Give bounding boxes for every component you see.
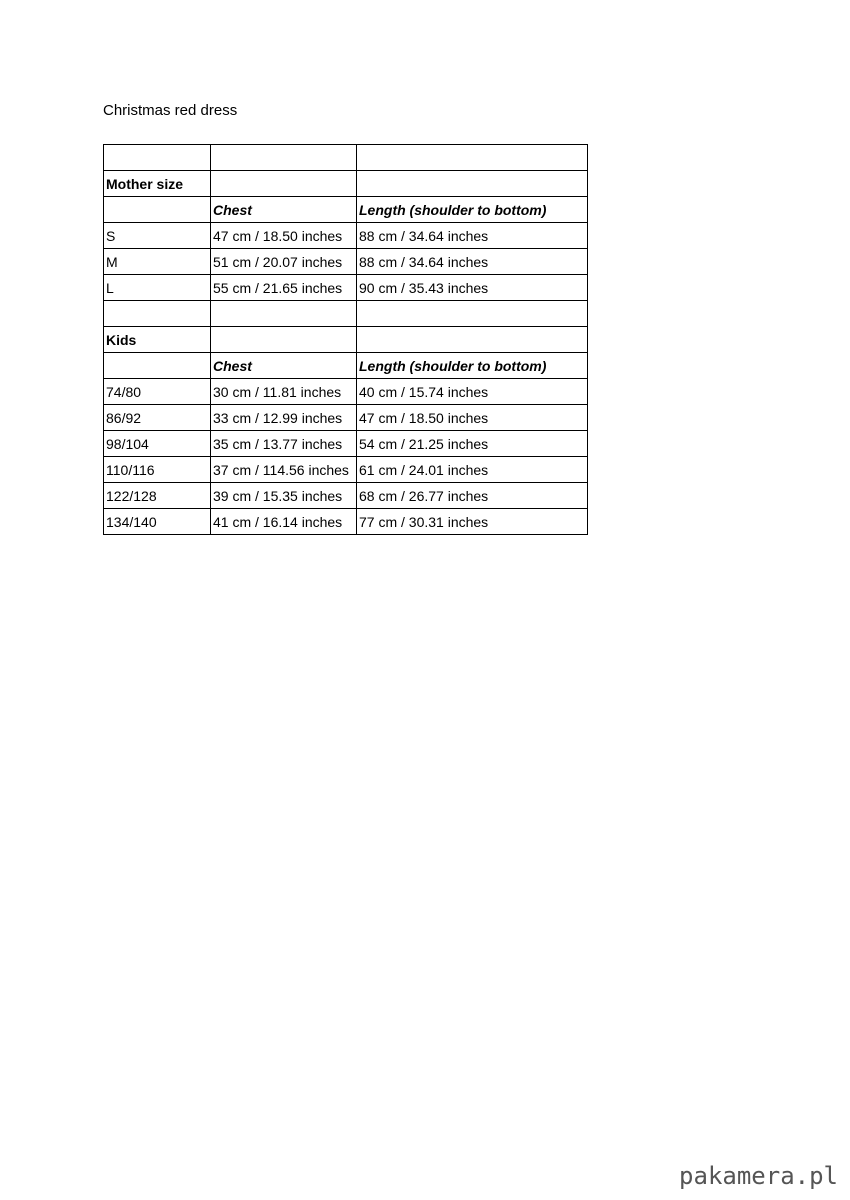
chest-cell: 47 cm / 18.50 inches: [211, 223, 357, 249]
length-cell: 68 cm / 26.77 inches: [357, 483, 588, 509]
table-row: [104, 275, 588, 301]
size-cell: 74/80: [104, 379, 211, 405]
chest-cell: 51 cm / 20.07 inches: [211, 249, 357, 275]
size-table: [103, 144, 588, 535]
table-row: [104, 223, 588, 249]
empty-cell: [357, 301, 588, 327]
mother-chest-header: Chest: [211, 197, 357, 223]
table-row: [104, 483, 588, 509]
chest-cell: 35 cm / 13.77 inches: [211, 431, 357, 457]
length-cell: 90 cm / 35.43 inches: [357, 275, 588, 301]
table-row: [104, 457, 588, 483]
empty-cell: [211, 171, 357, 197]
mother-length-header: Length (shoulder to bottom): [357, 197, 588, 223]
kids-chest-header: Chest: [211, 353, 357, 379]
size-cell: 98/104: [104, 431, 211, 457]
kids-length-header: Length (shoulder to bottom): [357, 353, 588, 379]
kids-header-row: [104, 353, 588, 379]
page-title: Christmas red dress: [103, 102, 238, 119]
empty-cell: [104, 145, 211, 171]
table-row: [104, 379, 588, 405]
chest-cell: 37 cm / 114.56 inches: [211, 457, 357, 483]
length-cell: 54 cm / 21.25 inches: [357, 431, 588, 457]
chest-cell: 33 cm / 12.99 inches: [211, 405, 357, 431]
empty-cell: [104, 301, 211, 327]
size-cell: 110/116: [104, 457, 211, 483]
empty-cell: [211, 301, 357, 327]
length-cell: 88 cm / 34.64 inches: [357, 223, 588, 249]
empty-cell: [211, 145, 357, 171]
size-cell: 122/128: [104, 483, 211, 509]
length-cell: 40 cm / 15.74 inches: [357, 379, 588, 405]
kids-section-label: Kids: [104, 327, 211, 353]
table-row: [104, 509, 588, 535]
size-cell: 134/140: [104, 509, 211, 535]
size-cell: L: [104, 275, 211, 301]
chest-cell: 55 cm / 21.65 inches: [211, 275, 357, 301]
size-cell: 86/92: [104, 405, 211, 431]
table-row: [104, 405, 588, 431]
empty-cell: [357, 327, 588, 353]
kids-section-row: [104, 327, 588, 353]
empty-cell: [104, 353, 211, 379]
length-cell: 61 cm / 24.01 inches: [357, 457, 588, 483]
empty-cell: [211, 327, 357, 353]
length-cell: 88 cm / 34.64 inches: [357, 249, 588, 275]
table-row: [104, 249, 588, 275]
watermark: pakamera.pl: [679, 1162, 838, 1190]
size-cell: M: [104, 249, 211, 275]
mother-section-row: [104, 171, 588, 197]
table-row-empty: [104, 145, 588, 171]
chest-cell: 41 cm / 16.14 inches: [211, 509, 357, 535]
mother-header-row: [104, 197, 588, 223]
size-cell: S: [104, 223, 211, 249]
length-cell: 77 cm / 30.31 inches: [357, 509, 588, 535]
empty-cell: [357, 171, 588, 197]
empty-cell: [357, 145, 588, 171]
empty-cell: [104, 197, 211, 223]
length-cell: 47 cm / 18.50 inches: [357, 405, 588, 431]
table-row: [104, 431, 588, 457]
chest-cell: 39 cm / 15.35 inches: [211, 483, 357, 509]
table-row-empty: [104, 301, 588, 327]
mother-section-label: Mother size: [104, 171, 211, 197]
chest-cell: 30 cm / 11.81 inches: [211, 379, 357, 405]
